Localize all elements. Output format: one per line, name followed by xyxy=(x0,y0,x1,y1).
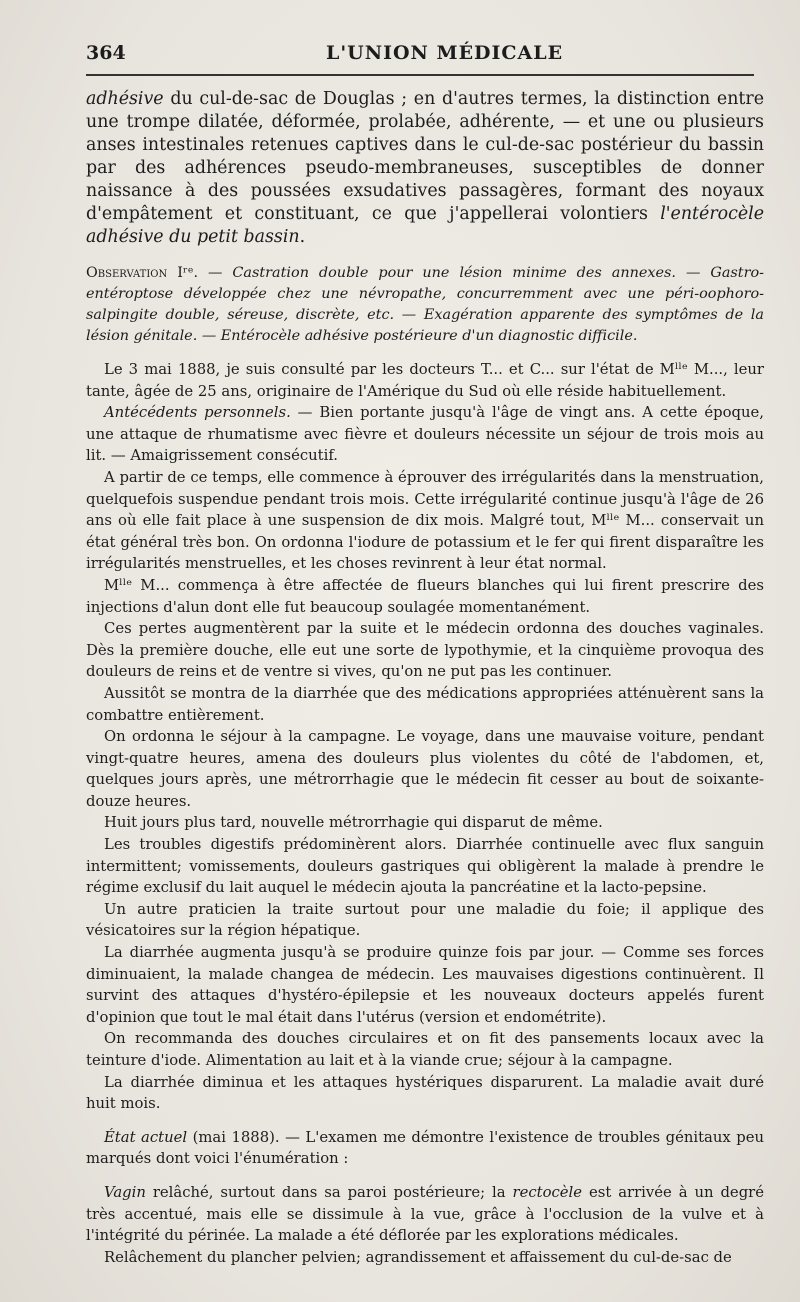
observation-text: Castration double pour une lésion minime des annexes. — Gastro-entéroptose développée chez une névropathe, concurremment avec une péri-oophoro-salpingite double, séreuse, discrète, etc. — Exagération apparente des symptômes de la lésion génitale. — Entérocèle adhésive postérieure d'un diagnostic difficile. xyxy=(86,265,764,344)
paragraph-11: La diarrhée augmenta jusqu'à se produire quinze fois par jour. — Comme ses forces diminuaient, la malade changea de médecin. Les mauvaises digestions continuèrent. Il survint des attaques d'hystéro-épilepsie et les nouveaux docteurs appelés furent d'opinion que tout le mal était dans l'utérus (version et endométrite). xyxy=(86,944,764,1026)
article-body xyxy=(86,88,764,1268)
paragraph-12: On recommanda des douches circulaires et on fit des pansements locaux avec la teinture d'iode. Alimentation au lait et à la viande crue; séjour à la campagne. xyxy=(86,1030,764,1069)
observation-dash: — xyxy=(198,265,233,281)
paragraph-4: Mˡˡᵉ M... commença à être affectée de flueurs blanches qui lui firent prescrire des injections d'alun dont elle fut beaucoup soulagée momentanément. xyxy=(86,576,764,616)
lead-paragraph xyxy=(86,88,764,249)
lead-italic-term: l'entérocèle adhésive du petit bassin xyxy=(86,204,764,247)
paragraph-5: Ces pertes augmentèrent par la suite et le médecin ordonna des douches vaginales. Dès la première douche, elle eut une sorte de lypothymie, et la cinquième provoqua des douleurs de reins et de ventre si vives, qu'on ne put pas les continuer. xyxy=(86,620,764,681)
header-rule xyxy=(86,74,754,76)
page-number: 364 xyxy=(86,42,126,64)
paragraph-10: Un autre praticien la traite surtout pour une maladie du foie; il applique des vésicatoires sur la région hépatique. xyxy=(86,900,764,940)
paragraph-3: A partir de ce temps, elle commence à éprouver des irrégularités dans la menstruation, quelquefois suspendue pendant trois mois. Cette irrégularité continue jusqu'à l'âge de 26 ans où elle fait place à une suspension de dix mois. Malgré tout, Mˡˡᵉ M... conservait un état général très bon. On ordonna l'iodure de potassium et le fer qui firent disparaître les irrégularités menstruelles, et les choses revinrent à leur état normal. xyxy=(86,468,764,573)
observation-label: Observation Iʳᵉ. xyxy=(86,265,199,281)
paragraph-14-label: État actuel xyxy=(104,1128,188,1146)
paragraph-6: Aussitôt se montra de la diarrhée que des médications appropriées atténuèrent sans la combattre entièrement. xyxy=(86,684,764,724)
lead-text: du cul-de-sac de Douglas ; en d'autres termes, la distinction entre une trompe dilatée, déformée, prolabée, adhérente, — et une ou plusieurs anses intestinales retenues captives dans le cul-de-sac postérieur du bassin par des adhérences pseudo-membraneuses, susceptibles de donner naissance à des poussées exsudatives passagères, formant des noyaux d'empâtement et constituant, ce que j'appellerai volontiers xyxy=(86,89,764,224)
paragraph-15-label-2: rectocèle xyxy=(512,1183,583,1201)
paragraph-15-label: Vagin xyxy=(104,1183,146,1201)
paragraph-14 xyxy=(86,1127,764,1170)
journal-title: L'UNION MÉDICALE xyxy=(326,42,564,64)
lead-italic-start: adhésive xyxy=(86,89,164,109)
paragraph-1: Le 3 mai 1888, je suis consulté par les docteurs T... et C... sur l'état de Mˡˡᵉ M..., leur tante, âgée de 25 ans, originaire de l'Amérique du Sud où elle réside habituellement. xyxy=(86,361,764,400)
paragraph-2-text: — Bien portante jusqu'à l'âge de vingt ans. A cette époque, une attaque de rhumatisme avec fièvre et douleurs nécessite un séjour de trois mois au lit. — Amaigrissement consécutif. xyxy=(86,404,764,465)
observation-heading xyxy=(86,263,764,347)
paragraph-15-text-b: est arrivée à un degré très accentué, mais elle se dissimule à la vue, grâce à l'occlusion de la vulve et à l'intégrité du périnée. La malade a été déflorée par les explorations médicales. xyxy=(86,1183,764,1245)
paragraph-15 xyxy=(86,1182,764,1247)
paragraph-2 xyxy=(86,402,764,467)
paragraph-2-label: Antécédents personnels. xyxy=(104,404,291,422)
paragraph-13: La diarrhée diminua et les attaques hystériques disparurent. La maladie avait duré huit mois. xyxy=(86,1073,764,1113)
paragraph-14-text: (mai 1888). — L'examen me démontre l'existence de troubles génitaux peu marqués dont voici l'énumération : xyxy=(86,1128,765,1168)
paragraph-7: On ordonna le séjour à la campagne. Le voyage, dans une mauvaise voiture, pendant vingt-quatre heures, amena des douleurs plus violentes du côté de l'abdomen, et, quelques jours après, une métrorrhagie que le médecin fit cesser au bout de soixante-douze heures. xyxy=(86,728,764,810)
paragraph-8: Huit jours plus tard, nouvelle métrorrhagie qui disparut de même. xyxy=(104,814,603,832)
paragraph-9: Les troubles digestifs prédominèrent alors. Diarrhée continuelle avec flux sanguin intermittent; vomissements, douleurs gastriques qui obligèrent la malade à prendre le régime exclusif du lait auquel le médecin ajouta la pancréatine et la lacto-pepsine. xyxy=(86,836,764,897)
paragraph-15-text-a: relâché, surtout dans sa paroi postérieure; la xyxy=(145,1183,513,1201)
lead-end: . xyxy=(299,227,306,247)
page-header xyxy=(86,40,754,72)
paragraph-16: Relâchement du plancher pelvien; agrandissement et affaissement du cul-de-sac de xyxy=(104,1248,732,1266)
